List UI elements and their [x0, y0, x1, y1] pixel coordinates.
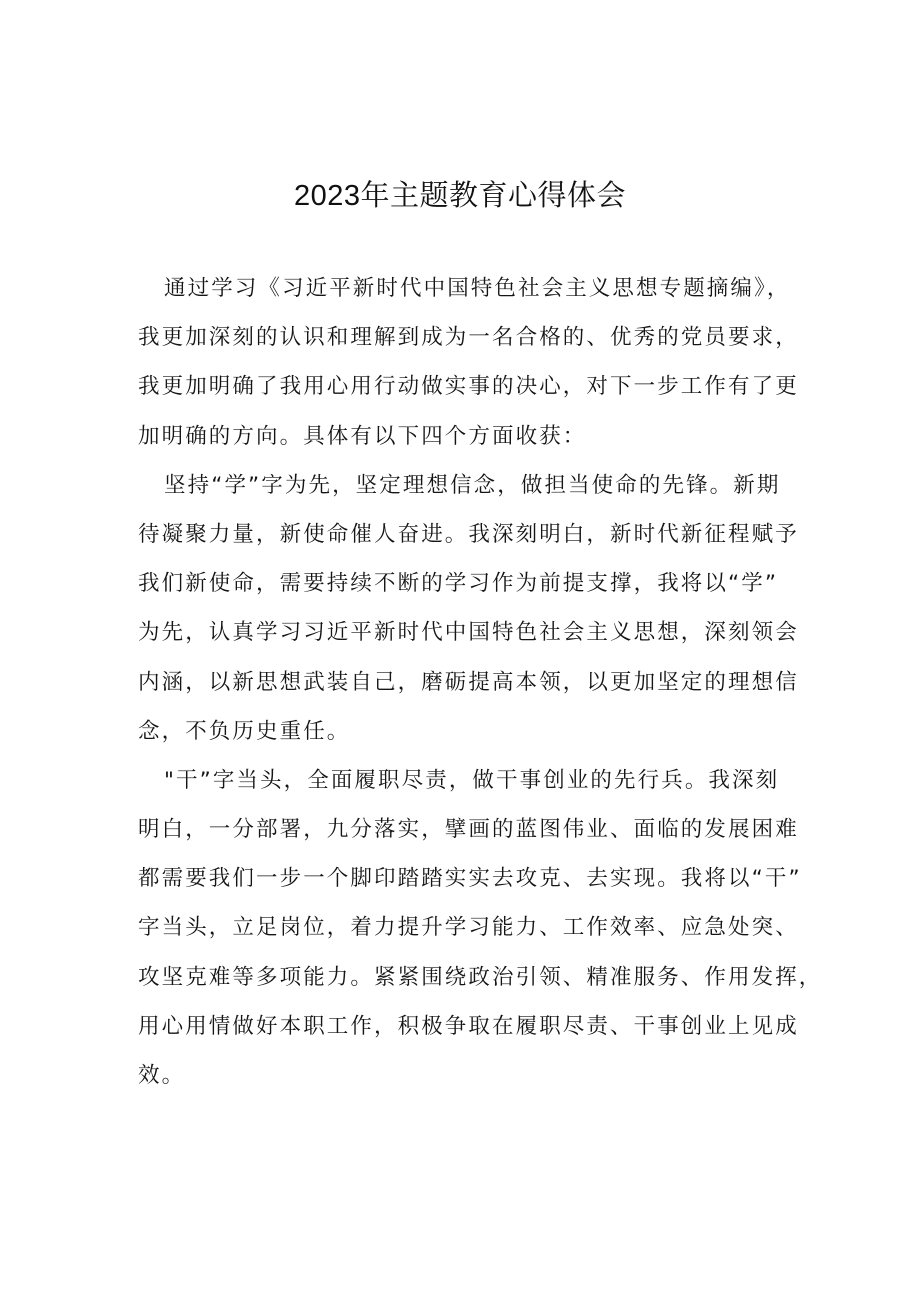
paragraph-2-line-2: 待凝聚力量，新使命催人奋进。我深刻明白，新时代新征程赋予: [138, 521, 799, 547]
paragraph-3-line-2: 明白，一分部署，九分落实，擘画的蓝图伟业、面临的发展困难: [138, 817, 799, 843]
paragraph-1-line-1: 通过学习《习近平新时代中国特色社会主义思想专题摘编》，: [164, 276, 791, 301]
paragraph-2-line-5: 内涵，以新思想武装自己，磨砺提高本领，以更加坚定的理想信: [138, 669, 799, 695]
paragraph-2-line-4: 为先，认真学习习近平新时代中国特色社会主义思想，深刻领会: [138, 620, 799, 646]
paragraph-1-line-2: 我更加深刻的认识和理解到成为一名合格的、优秀的党员要求，: [138, 325, 799, 351]
paragraph-2-line-3: 我们新使命，需要持续不断的学习作为前提支撑，我将以“学”: [138, 571, 779, 597]
paragraph-3-line-3: 都需要我们一步一个脚印踏踏实实去攻克、去实现。我将以“干”: [138, 866, 802, 892]
paragraph-1-line-3: 我更加明确了我用心用行动做实事的决心，对下一步工作有了更: [138, 374, 799, 400]
paragraph-3-line-5: 攻坚克难等多项能力。紧紧围绕政治引领、精准服务、作用发挥，: [138, 964, 823, 990]
paragraph-2-line-6: 念，不负历史重任。: [138, 718, 351, 744]
paragraph-1-line-4: 加明确的方向。具体有以下四个方面收获：: [138, 423, 587, 449]
paragraph-3-line-7: 效。: [138, 1063, 186, 1088]
paragraph-3-line-6: 用心用情做好本职工作，积极争取在履职尽责、干事创业上见成: [138, 1013, 799, 1039]
paragraph-2-line-1: 坚持“学”字为先，坚定理想信念，做担当使命的先锋。新期: [164, 472, 781, 498]
paragraph-3-line-1: "干”字当头，全面履职尽责，做干事创业的先行兵。我深刻: [164, 767, 780, 793]
document-body: [138, 264, 823, 1100]
document-title: 2023年主题教育心得体会: [293, 180, 626, 212]
paragraph-3-line-4: 字当头，立足岗位，着力提升学习能力、工作效率、应急处突、: [138, 915, 799, 941]
